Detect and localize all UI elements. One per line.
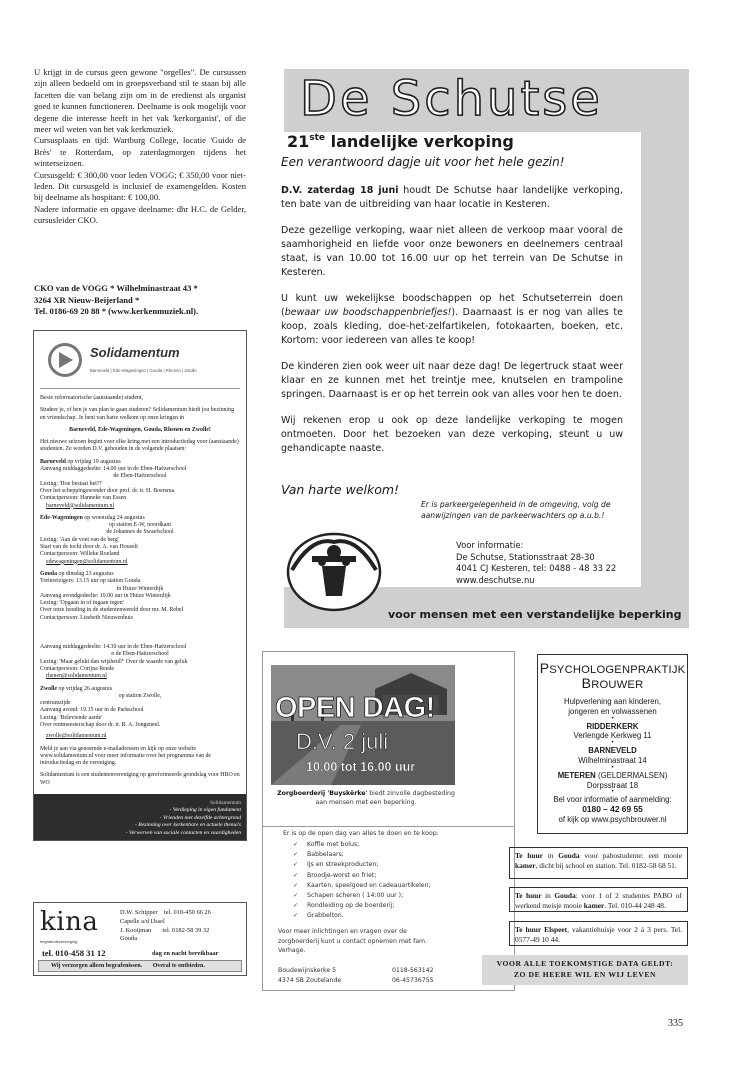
farm-name: Zorgboerderij 'Buyskërke' — [277, 790, 368, 797]
list-item: ✓ Broodje-worst en friet; — [293, 871, 431, 881]
info-line: Lezing: 'Maar gelukt dan wijsheid?' Over de waarde van geluk — [40, 658, 188, 665]
kina-line: J. Kooijman tel. 0182-58 39 32 — [120, 926, 210, 934]
psy-line: Hulpverlening aan kinderen, — [563, 697, 662, 706]
schutse-parking-note: Er is parkeergelegenheid in de omgeving, volg de aanwijzingen van de parkeerwachters op a.u.b.! — [421, 500, 611, 520]
info-line: n de Eben-Haëzerschool — [111, 651, 169, 658]
ad-text: . Tel. 010-44 248 48. — [604, 901, 666, 910]
list-item: ✓ Grabbelton. — [293, 911, 431, 921]
play-triangle-icon — [54, 349, 76, 371]
kina-line: Gouda — [120, 935, 138, 943]
title-rest: SYCHOLOGENPRAKTIJK — [549, 664, 686, 676]
zwolle-block — [40, 686, 240, 741]
psy-city: RIDDERKERK — [586, 721, 639, 731]
psy-city-sub: (GELDERMALSEN) — [595, 770, 668, 780]
list-item: ✓ Rondleiding op de boerderij; — [293, 901, 431, 911]
title-initial: P — [539, 660, 550, 676]
open-day-phones — [392, 966, 434, 985]
schutse-paragraph: De kinderen zien ook weer uit naar deze dag! De legertruck staat weer klaar en ze kunnen met het treintje mee, knutselen en trampoline springen. Daarnaast is er op het terrein ook van alles voor hen te doen. — [281, 361, 623, 400]
heading-rest: landelijke verkoping — [325, 132, 514, 151]
info-line: in Huize Winterdijk — [116, 585, 164, 592]
psy-address: Wilhelminastraat 14 — [578, 755, 647, 765]
cko-line: CKO van de VOGG * Wilhelminastraat 43 * — [34, 283, 198, 293]
solidamentum-logo — [40, 337, 240, 389]
address-line: Boudewijnskerke 5 — [278, 967, 337, 974]
info-line: Contactpersoon: Hanneke van Essen — [40, 495, 127, 502]
info-line: op station Zwolle, — [118, 692, 162, 699]
ad-text: , vakantiehuisje voor 2 à 3 pers. Tel. 0577-49 10 44. — [515, 925, 682, 944]
list-item: ✓ Kaarten, speelgoed en cadeauartikelen; — [293, 881, 431, 891]
ad-keyword: kamer — [515, 861, 536, 870]
schutse-paragraph-text: ). Daarnaast is er nog van alles te koop, zoals kleding, doe-het-zelfartikelen, fotokaarten, boeken, etc. Kortom: voor iedereen van alles te koop! — [281, 307, 623, 346]
schutse-contact — [456, 540, 616, 586]
info-line: Lezing: 'Opgaan in of ingaan tegen' — [40, 600, 124, 607]
classified-ad — [509, 847, 688, 879]
gouda-date: op dinsdag 23 augustus — [57, 570, 114, 577]
schutse-date: D.V. zaterdag 18 juni — [281, 185, 399, 196]
info-line: Contactpersoon: Corijna Reede — [40, 665, 114, 672]
greeting: Beste reformatorische (aanstaande) student, — [40, 395, 144, 401]
banner-line: ZO DE HEERE WIL EN WIJ LEVEN — [513, 969, 657, 979]
info-line: Over het scheppingswonder door prof. dr. ir. H. Boersma. — [40, 487, 176, 494]
schutse-paragraph — [281, 292, 623, 348]
info-line: Over rentmeesterschap door dr. ir. R. A. Jongeneel. — [40, 721, 161, 728]
ede-heading: Ede-Wageningen — [40, 514, 83, 521]
info-line: de Johannes de Swaefschool — [106, 529, 174, 536]
kina-contacts — [120, 909, 211, 944]
kina-availability: dag en nacht bereikbaar — [152, 950, 219, 957]
title-initial: B — [581, 675, 592, 691]
schutse-subtitle: Een verantwoord dagje uit voor het hele gezin! — [281, 155, 565, 169]
kina-logo: kina — [40, 907, 99, 937]
open-day-time: 10.00 tot 16.00 uur — [306, 760, 416, 774]
info-line: Aanvang avondgedeelte: 19.00 uur in Huize Winterdijk — [40, 592, 171, 599]
ad-place: Gouda — [554, 891, 576, 900]
contact-line: De Schutse, Stationsstraat 28-30 — [456, 551, 595, 562]
bullet-dot-icon: • — [611, 740, 614, 747]
intro-paragraph: Cursusgeld: € 300,00 voor leden VOGG; € 350,00 voor niet-leden. Dit cursusgeld is inclusief de examengelden. Kosten bij deelname als hospitant: € 100,00. — [34, 169, 246, 203]
open-day-caption — [276, 790, 456, 807]
psy-phone: 0180 – 42 69 55 — [582, 804, 643, 815]
ad-label: Te huur — [515, 925, 542, 934]
ad-place: Gouda — [558, 851, 580, 860]
kina-line: D.W. Schipper tel. 010-450 66 26 — [120, 909, 211, 916]
psychologen-body — [537, 697, 688, 825]
phone-line: 0118-563142 — [392, 967, 434, 974]
heading-number: 21 — [287, 132, 310, 151]
ad-label: Te huur — [515, 891, 542, 900]
schutse-paragraph-italic: bewaar uw boodschappenbriefjes! — [284, 307, 452, 318]
psychologen-title — [537, 662, 688, 692]
banner-line: - Verwerven van sociale contacten en vaardigheden — [125, 829, 241, 836]
psy-website[interactable]: of kijk op www.psychbrouwer.nl — [558, 814, 667, 824]
cko-address — [34, 283, 248, 318]
info-line: Over onze houding in de studentenwereld door mr. M. Rebel — [40, 607, 184, 614]
address-line: 4374 SB Zoutelande — [278, 976, 342, 984]
info-line: Treinreizigers: 13.15 uur op station Gouda — [40, 578, 141, 585]
open-day-address — [278, 966, 341, 985]
ad-keyword: kamer — [583, 901, 605, 910]
data-notice-banner — [482, 955, 688, 985]
ede-date: op woensdag 24 augustus — [82, 514, 145, 521]
list-item: ✓ IJs en streekproducten; — [293, 860, 431, 870]
banner-line: VOOR ALLE TOEKOMSTIGE DATA GELDT: — [496, 959, 674, 968]
classified-ad — [509, 887, 688, 912]
barneveld-block — [40, 459, 240, 510]
kina-ad — [33, 902, 247, 976]
psy-city: BARNEVELD — [588, 746, 637, 756]
phone-line: 06-45736755 — [392, 976, 434, 984]
ede-block — [40, 515, 240, 566]
schutse-paragraph-text: U kunt uw wekelijkse boodschappen op het Schutseterrein doen ( — [281, 293, 623, 318]
banner-title: Solidamentum — [210, 800, 241, 806]
ad-text: in — [542, 851, 559, 860]
rhenen-email-link[interactable]: rhenen@solidamentum.nl — [46, 673, 107, 680]
info-line: Start van de tocht door dr. A. van Houselt — [40, 544, 138, 551]
schutse-title: De Schutse — [300, 71, 603, 127]
intro-paragraph: Cursusplaats en tijd: Wartburg College, locatie 'Guido de Brès' te Rotterdam, op zaterdagmorgen tijdens het winterseizoen. — [34, 135, 246, 169]
heading-sup: ste — [309, 133, 326, 143]
barneveld-date: op vrijdag 19 augustus — [65, 458, 121, 465]
open-day-divider — [262, 826, 515, 827]
zwolle-heading: Zwolle — [40, 685, 58, 692]
rhenen-block — [40, 644, 240, 680]
info-line: Aanvang avond: 19.15 uur in de Parkschool — [40, 707, 144, 714]
schutse-tagline: voor mensen met een verstandelijke beperking — [388, 608, 682, 621]
ad-text: : voor 1 of 2 studentes PABO of werkend meisje mooie — [515, 891, 683, 910]
intro-paragraph: U krijgt in de cursus geen gewone "orgelles". De cursussen zijn alleen bedoeld om in groepsverband stil te staan bij alle facetten die van belang zijn om in de eredienst als organist goed te kunnen functioneren. Deelname is ook mogelijk voor degene die interesse heeft in het vak 'kerkorganist', of die meer wil weten van het vak kerkmuziek. — [34, 67, 246, 135]
banner-line: - Verdieping in eigen fundament — [169, 807, 241, 814]
info-line: Contactpersoon: Liesbeth Nieuwenhuis — [40, 614, 133, 621]
ad-place: Elspeet — [544, 925, 568, 934]
psy-line: jongeren en volwassenen — [568, 706, 657, 716]
info-line: Aanvang middaggedeelte: 14.30 uur in de Eben-Haëzerschool — [40, 644, 187, 651]
schutse-paragraph-text: houdt De Schutse haar landelijke verkoping, ten bate van de uitbreiding van haar locatie in Kesteren. — [281, 185, 623, 210]
page-number: 335 — [668, 1018, 683, 1029]
meld-text: Meld je aan via genoemde e-mailadressen en kijk op onze website www.solidamentum.nl voor meer informatie over het programma van de introductiedag en de vereniging. — [40, 745, 212, 767]
cko-line: 3264 XR Nieuw-Beijerland * — [34, 294, 140, 305]
intro-text-block — [34, 67, 246, 227]
open-day-date: D.V. 2 juli — [296, 729, 389, 754]
list-item: ✓ Schapen scheren ( 14:00 uur ); — [293, 891, 431, 901]
ede-email-link[interactable]: edewageningen@solidamentum.nl — [46, 558, 128, 565]
solidamentum-banner — [34, 794, 246, 840]
contact-heading: Voor informatie: — [456, 540, 524, 550]
schutse-welcome: Van harte welkom! — [281, 482, 400, 497]
intro-text: Studeer je, of ben je van plan te gaan studeren? Solidamentum biedt jou bezinning en vriendschap. Je bent van harte welkom op onze kringen in — [40, 407, 235, 421]
zwolle-date: op vrijdag 26 augustus — [57, 685, 113, 692]
list-item: ✓ Babbelaars; — [293, 850, 431, 860]
bullet-dot-icon: • — [611, 789, 614, 796]
open-day-title: OPEN DAG! — [275, 692, 435, 724]
open-day-list-title: Er is op de open dag van alles te doen en te koop: — [283, 830, 439, 837]
barneveld-heading: Barneveld — [40, 458, 66, 465]
solidamentum-name: Solidamentum — [90, 345, 180, 360]
schutse-paragraph — [281, 184, 623, 212]
ad-text: in — [541, 891, 555, 900]
cko-line: Tel. 0186-69 20 88 * (www.kerkenmuziek.nl). — [34, 306, 199, 317]
banner-line: - Vrienden met dezelfde achtergrond — [159, 814, 241, 821]
barneveld-email-link[interactable]: barneveld@solidamentum.nl — [46, 502, 115, 509]
ad-label: Te huur — [515, 851, 543, 860]
open-day-list — [293, 840, 431, 922]
info-line: Aanvang middaggedeelte: 14.00 uur in de Eben-Haëzerschool — [40, 466, 187, 473]
cities-line: Barneveld, Ede-Wageningen, Gouda, Rhenen en Zwolle! — [69, 426, 211, 433]
schutse-paragraph: Wij rekenen erop u ook op deze landelijke verkoping te mogen ontmoeten. Door het bezoeken van deze verkoping, steunt u uw gehandicapte naaste. — [281, 415, 623, 454]
bullet-dot-icon: • — [611, 715, 614, 722]
banner-line: - Bezinning over kerkenbare en actuele thema's — [135, 822, 241, 829]
psy-city: METEREN — [557, 770, 596, 780]
kina-logo-sub: begrafenisverzorging — [40, 939, 78, 944]
classified-ad — [509, 921, 688, 946]
list-item: ✓ Koffie met bolus; — [293, 840, 431, 850]
intro-paragraph: Nadere informatie en opgave deelname: dhr H.C. de Gelder, cursusleider CKO. — [34, 203, 246, 226]
info-line: Lezing: 'Beleviende aarde' — [40, 714, 103, 721]
kina-footer: Wij verzorgen alleen begrafenissen. Overal te ontbieden. — [38, 960, 242, 972]
gouda-heading: Gouda — [40, 570, 58, 577]
caption-text: biedt zinvolle dagbesteding aan mensen met een beperking. — [315, 790, 455, 806]
contact-line: 4041 CJ Kesteren, tel: 0488 - 48 33 22 — [456, 563, 617, 574]
solidamentum-cities-sub: Barneveld | Ede-Wageningen | Gouda | Rhenen | Zwolle — [90, 368, 197, 373]
zwolle-email-link[interactable]: zwolle@solidamentum.nl — [46, 733, 107, 740]
schutse-heading — [287, 132, 514, 151]
ad-text: , dicht bij school en station. Tel. 0182-58 68 51. — [535, 861, 677, 870]
schutse-body — [281, 184, 623, 468]
info-line: op station E-W, noordkant — [109, 522, 171, 529]
info-line: de Eben-Haëzerschool — [113, 473, 167, 480]
schutse-website-link[interactable]: www.deschutse.nu — [456, 574, 535, 585]
kina-line: Capelle a/d IJssel — [120, 917, 165, 925]
season-text: Het nieuwe seizoen begint voor elke kring met een introductiedag voor (aanstaande) studenten. Ze worden D.V. gehouden in de volgende plaatsen: — [40, 439, 239, 453]
solidamentum-ad — [33, 330, 247, 841]
psy-address: Verlengde Kerkweg 11 — [573, 731, 652, 741]
info-line: Lezing: 'Aan de voet van de berg' — [40, 536, 119, 543]
schutse-paragraph: Deze gezellige verkoping, waar niet alleen de verkoop maar vooral de saamhorigheid en liefde voor onze bewoners en deelnemers centraal staat, is van 10.00 tot 16.00 uur op het terrein van De Schutse in Kesteren. — [281, 225, 623, 278]
info-line: centrumzijde — [40, 700, 71, 707]
kina-phone: tel. 010-458 31 12 — [42, 948, 106, 958]
schutse-logo-icon — [272, 526, 384, 616]
title-rest: ROUWER — [591, 679, 644, 691]
about-text: Solidamentum is een studentenvereniging op gereformeerde grondslag voor HBO en WO — [40, 772, 240, 786]
open-day-more-info: Voor meer inlichtingen en vragen over de zorgboerderij kunt u contact opnemen met fam. Verhage. — [278, 928, 428, 955]
gouda-block — [40, 571, 240, 622]
psy-info: Bel voor informatie of aanmelding: — [553, 795, 672, 805]
ad-text: voor pabostudente: een mooie — [579, 851, 682, 860]
info-line: Lezing: 'Hoe bestaat het?!' — [40, 480, 103, 487]
psy-address: Dorpsstraat 18 — [586, 780, 639, 790]
info-line: Contactpersoon: Willeke Roeland — [40, 551, 120, 558]
bullet-dot-icon: • — [611, 764, 614, 771]
